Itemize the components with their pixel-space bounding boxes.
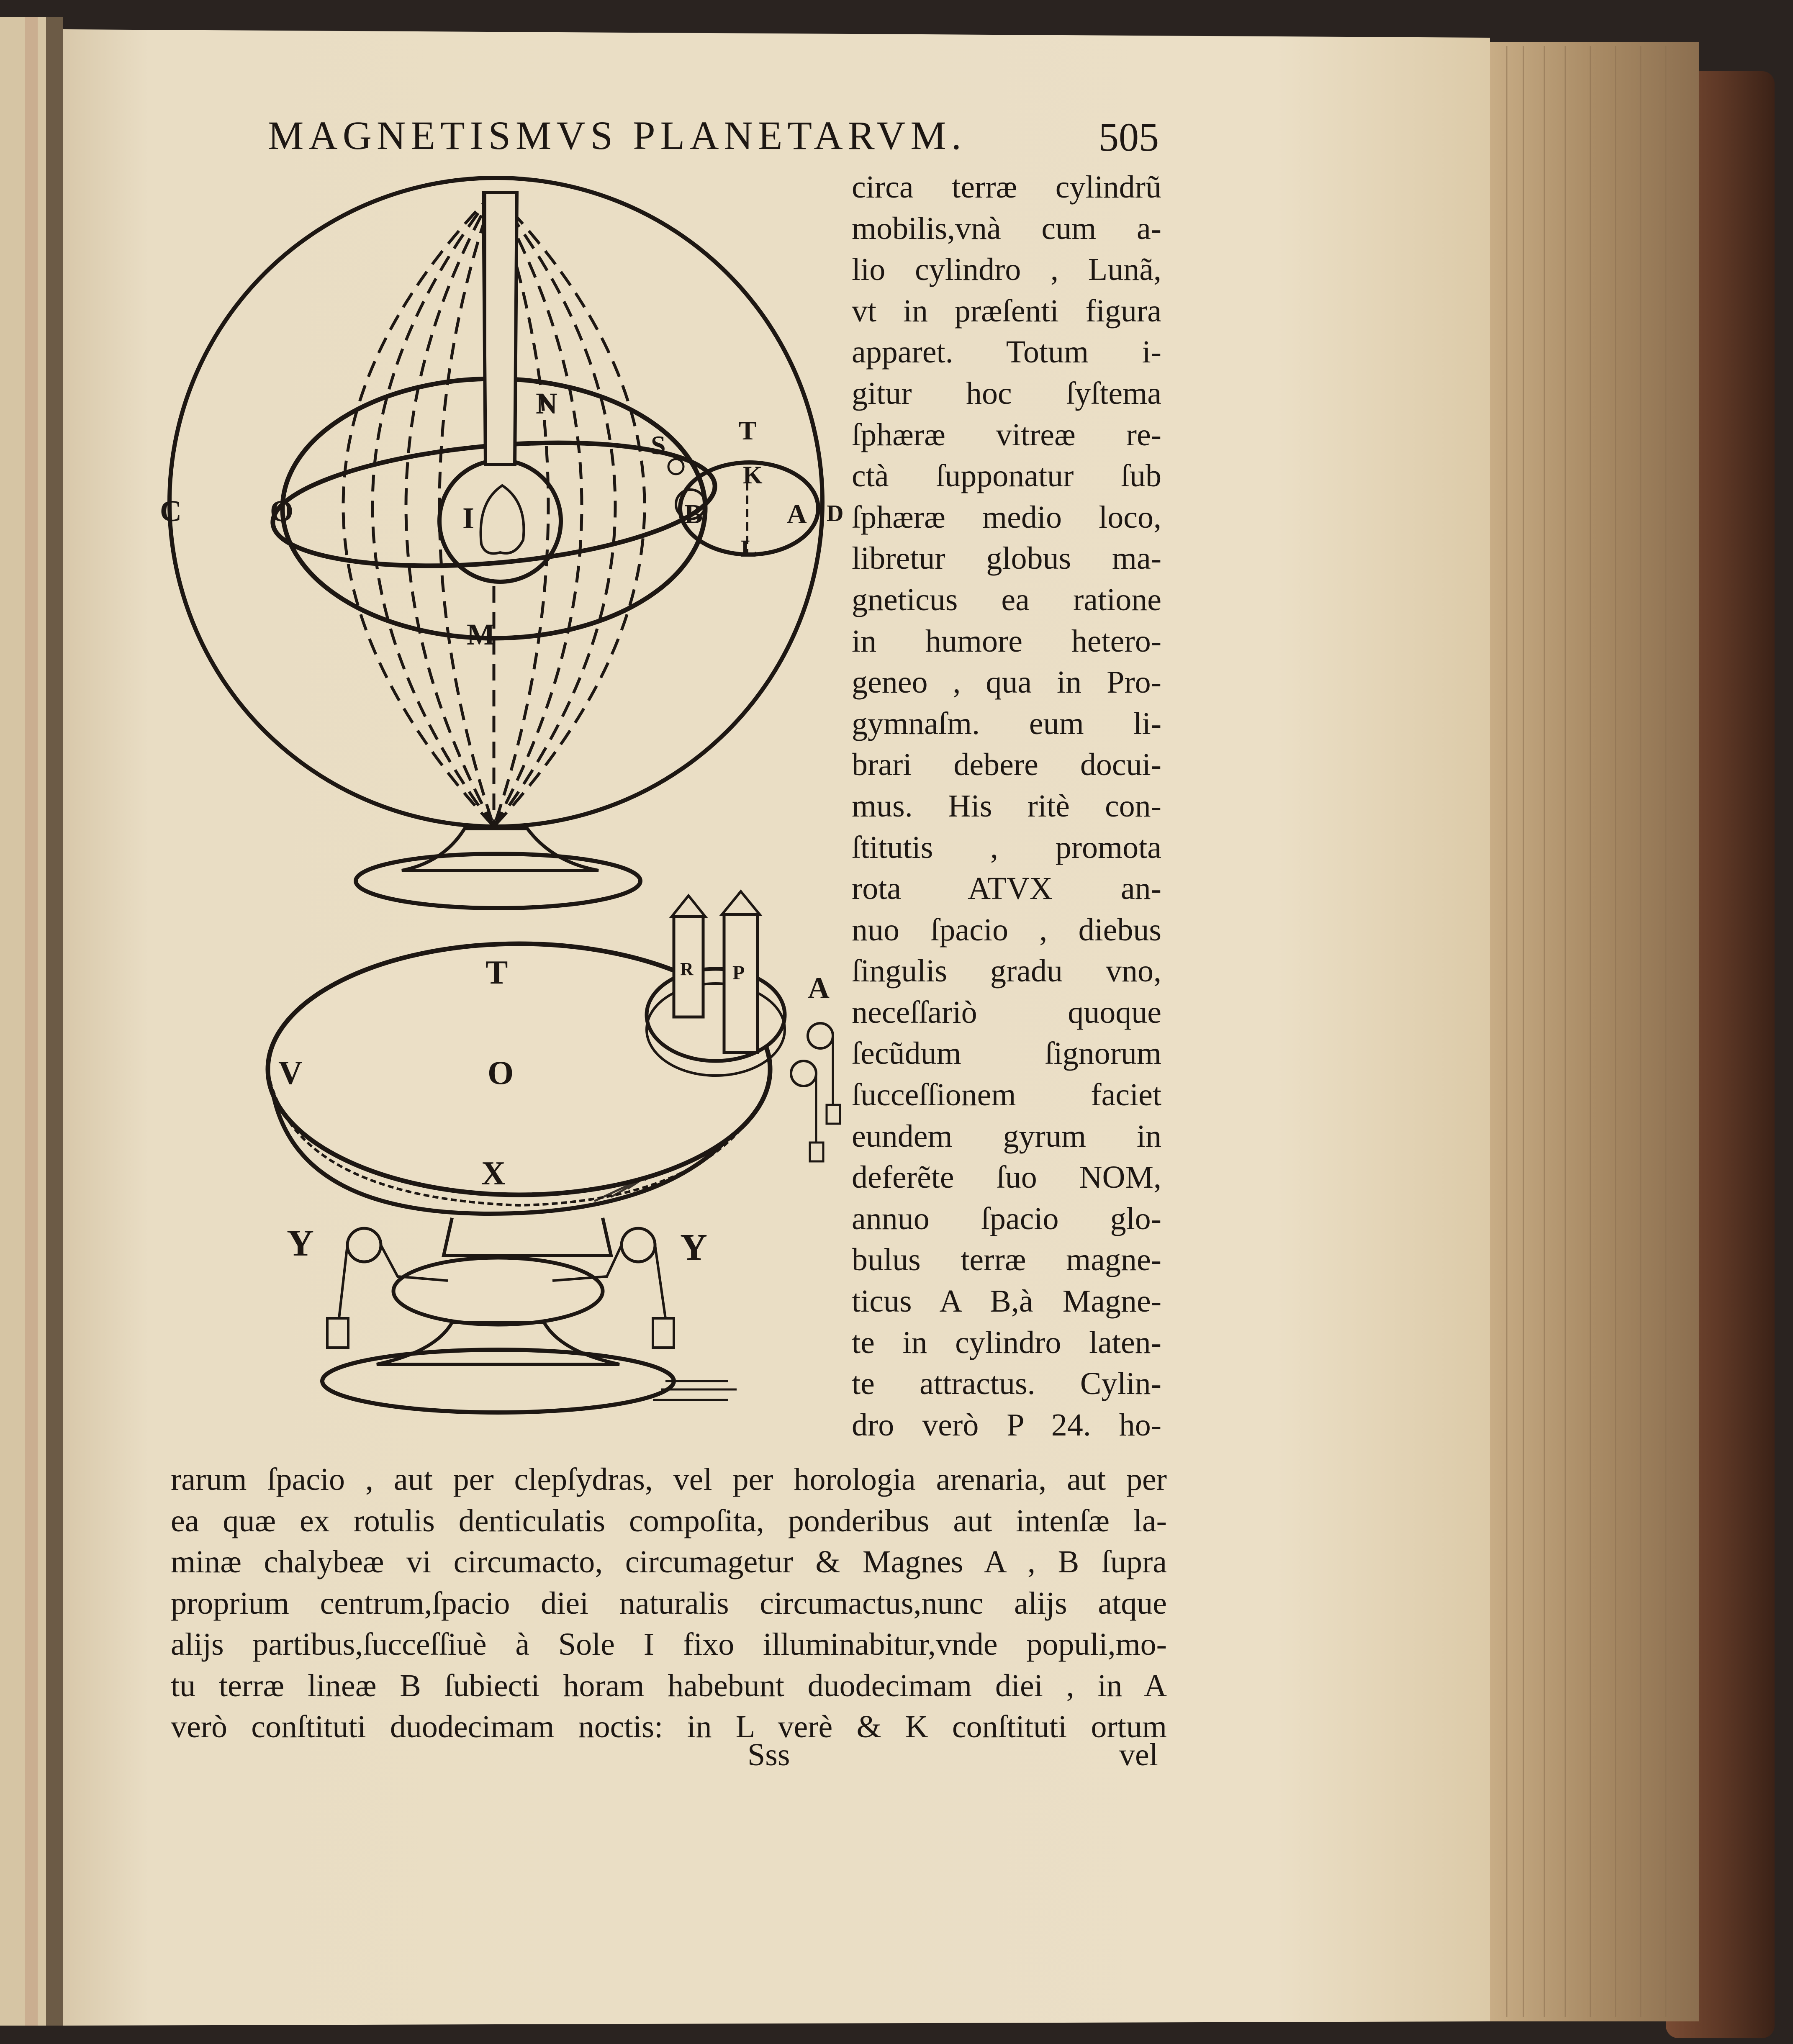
label-P: P — [732, 962, 745, 984]
label-X: X — [481, 1155, 506, 1192]
label-O2: O — [488, 1055, 514, 1091]
label-B: B — [684, 499, 703, 529]
text-line: ctà ſupponatur ſub — [852, 458, 1161, 494]
label-O: O — [270, 494, 294, 528]
text-line: apparet. Totum i- — [852, 334, 1161, 370]
full-width-text — [171, 1459, 1167, 1748]
text-line: alijs partibus,ſucceſſiuè à Sole I fixo illuminabitur,vnde populi,mo- — [171, 1627, 1167, 1662]
page-number: 505 — [1099, 115, 1159, 159]
text-line: mobilis,vnà cum a- — [852, 211, 1161, 246]
label-C: C — [160, 494, 182, 528]
label-L: L — [741, 535, 757, 562]
label-V: V — [278, 1055, 303, 1091]
text-line: bulus terræ magne- — [852, 1242, 1161, 1278]
text-line: lio cylindro , Lunã, — [852, 252, 1161, 288]
text-line: ſphæræ medio loco, — [852, 499, 1161, 535]
label-R: R — [680, 959, 694, 979]
side-column-text — [852, 167, 1161, 1446]
label-A: A — [787, 499, 807, 529]
text-line: vt in præſenti figura — [852, 293, 1161, 329]
label-Y-right: Y — [680, 1227, 707, 1268]
label-K: K — [743, 461, 763, 489]
text-line: gitur hoc ſyſtema — [852, 375, 1161, 411]
catchword: vel — [1119, 1737, 1158, 1772]
text-line: te in cylindro laten- — [852, 1325, 1161, 1360]
label-I: I — [462, 501, 475, 535]
text-line: libretur globus ma- — [852, 541, 1161, 576]
text-line: tu terræ lineæ B ſubiecti horam habebunt duodecimam diei , in A — [171, 1668, 1167, 1703]
text-line: mus. His ritè con- — [852, 788, 1161, 824]
text-line: circa terræ cylindrũ — [852, 169, 1161, 205]
text-line: in humore hetero- — [852, 623, 1161, 659]
label-A2: A — [808, 971, 830, 1005]
text-line: minæ chalybeæ vi circumacto, circumagetur & Magnes A , B ſupra — [171, 1544, 1167, 1579]
text-line: gymnaſm. eum li- — [852, 706, 1161, 741]
text-line: annuo ſpacio glo- — [852, 1201, 1161, 1236]
text-line: rota ATVX an- — [852, 871, 1161, 906]
label-Y-left: Y — [287, 1222, 314, 1264]
label-T: T — [739, 416, 757, 445]
text-line: deferẽte ſuo NOM, — [852, 1160, 1161, 1195]
text-line: ſingulis gradu vno, — [852, 953, 1161, 989]
text-line: neceſſariò quoque — [852, 994, 1161, 1030]
label-M: M — [467, 618, 495, 651]
text-line: proprium centrum,ſpacio diei naturalis circumactus,nunc alijs atque — [171, 1585, 1167, 1621]
label-N: N — [536, 387, 557, 420]
text-line: eundem gyrum in — [852, 1118, 1161, 1154]
text-line: verò conſtituti duodecimam noctis: in L verè & K conſtituti ortum — [171, 1709, 1167, 1744]
text-line: ſecũdum ſignorum — [852, 1036, 1161, 1071]
text-line: ſtitutis , promota — [852, 829, 1161, 865]
label-T2: T — [485, 954, 508, 991]
text-line: te attractus. Cylin- — [852, 1366, 1161, 1402]
text-line: dro verò P 24. ho- — [852, 1407, 1161, 1443]
text-line: ſphæræ vitreæ re- — [852, 417, 1161, 452]
text-line: gneticus ea ratione — [852, 582, 1161, 617]
text-line: geneo , qua in Pro- — [852, 665, 1161, 700]
running-head: MAGNETISMVS PLANETARVM. — [268, 113, 966, 158]
text-line: ea quæ ex rotulis denticulatis compoſita, ponderibus aut intenſæ la- — [171, 1503, 1167, 1538]
text-line: ticus A B,à Magne- — [852, 1284, 1161, 1319]
text-line: brari debere docui- — [852, 747, 1161, 783]
text-line: ſucceſſionem faciet — [852, 1077, 1161, 1113]
signature-mark: Sss — [748, 1737, 790, 1772]
text-line: nuo ſpacio , diebus — [852, 912, 1161, 948]
label-S: S — [651, 430, 666, 460]
label-D: D — [827, 501, 844, 526]
text-line: rarum ſpacio , aut per clepſydras, vel per horologia arenaria, aut per — [171, 1462, 1167, 1497]
